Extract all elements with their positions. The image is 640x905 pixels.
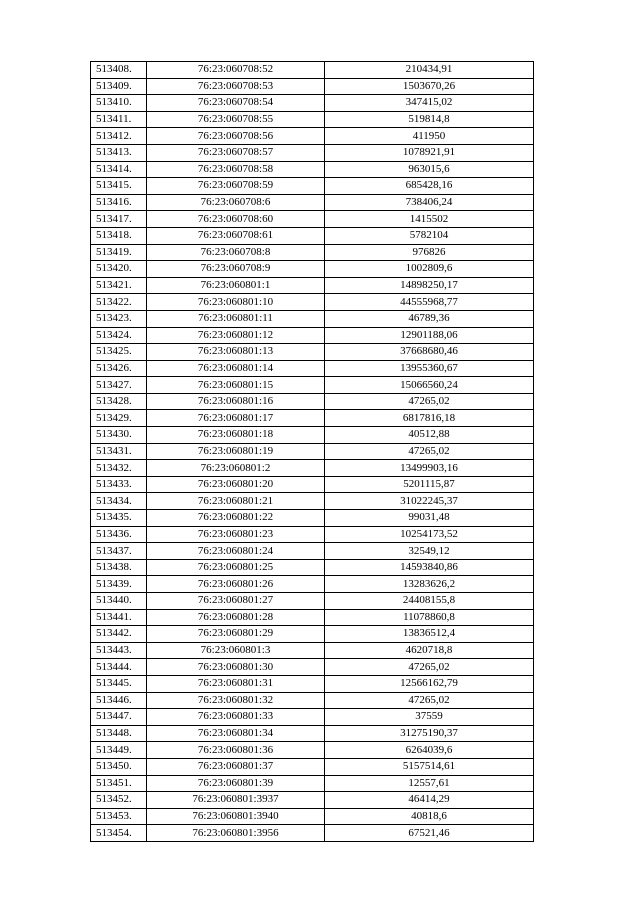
- row-number-cell: 513447.: [91, 709, 147, 726]
- row-number-cell: 513418.: [91, 227, 147, 244]
- cadastral-value-cell: 11078860,8: [325, 609, 534, 626]
- cadastral-number-cell: 76:23:060708:61: [147, 227, 325, 244]
- row-number-cell: 513423.: [91, 310, 147, 327]
- cadastral-number-cell: 76:23:060801:21: [147, 493, 325, 510]
- cadastral-number-cell: 76:23:060801:25: [147, 559, 325, 576]
- cadastral-number-cell: 76:23:060801:28: [147, 609, 325, 626]
- cadastral-number-cell: 76:23:060801:19: [147, 443, 325, 460]
- cadastral-value-cell: 40818,6: [325, 808, 534, 825]
- cadastral-number-cell: 76:23:060801:18: [147, 427, 325, 444]
- cadastral-number-cell: 76:23:060801:1: [147, 277, 325, 294]
- row-number-cell: 513431.: [91, 443, 147, 460]
- cadastral-number-cell: 76:23:060708:55: [147, 111, 325, 128]
- cadastral-number-cell: 76:23:060801:16: [147, 393, 325, 410]
- cadastral-value-cell: 976826: [325, 244, 534, 261]
- row-number-cell: 513437.: [91, 543, 147, 560]
- table-row: [91, 95, 534, 112]
- row-number-cell: 513427.: [91, 377, 147, 394]
- cadastral-value-cell: 24408155,8: [325, 593, 534, 610]
- cadastral-number-cell: 76:23:060708:60: [147, 211, 325, 228]
- cadastral-value-cell: 5157514,61: [325, 758, 534, 775]
- cadastral-number-cell: 76:23:060801:34: [147, 725, 325, 742]
- cadastral-number-cell: 76:23:060801:36: [147, 742, 325, 759]
- row-number-cell: 513438.: [91, 559, 147, 576]
- cadastral-number-cell: 76:23:060801:10: [147, 294, 325, 311]
- cadastral-value-cell: 13283626,2: [325, 576, 534, 593]
- row-number-cell: 513436.: [91, 526, 147, 543]
- table-row: [91, 161, 534, 178]
- cadastral-number-cell: 76:23:060801:22: [147, 510, 325, 527]
- table-row: [91, 609, 534, 626]
- cadastral-value-cell: 13499903,16: [325, 460, 534, 477]
- cadastral-value-cell: 12566162,79: [325, 675, 534, 692]
- cadastral-number-cell: 76:23:060801:26: [147, 576, 325, 593]
- cadastral-number-cell: 76:23:060801:30: [147, 659, 325, 676]
- table-body: [91, 62, 534, 842]
- cadastral-number-cell: 76:23:060801:3940: [147, 808, 325, 825]
- table-row: [91, 78, 534, 95]
- table-row: [91, 427, 534, 444]
- row-number-cell: 513410.: [91, 95, 147, 112]
- cadastral-number-cell: 76:23:060801:11: [147, 310, 325, 327]
- cadastral-value-cell: 37668680,46: [325, 344, 534, 361]
- table-row: [91, 277, 534, 294]
- cadastral-value-cell: 13955360,67: [325, 360, 534, 377]
- cadastral-number-cell: 76:23:060708:8: [147, 244, 325, 261]
- cadastral-number-cell: 76:23:060708:54: [147, 95, 325, 112]
- table-row: [91, 543, 534, 560]
- row-number-cell: 513421.: [91, 277, 147, 294]
- cadastral-value-cell: 1078921,91: [325, 144, 534, 161]
- table-row: [91, 659, 534, 676]
- cadastral-value-cell: 46789,36: [325, 310, 534, 327]
- cadastral-value-cell: 1415502: [325, 211, 534, 228]
- table-row: [91, 675, 534, 692]
- row-number-cell: 513450.: [91, 758, 147, 775]
- cadastral-number-cell: 76:23:060801:14: [147, 360, 325, 377]
- table-row: [91, 526, 534, 543]
- table-row: [91, 460, 534, 477]
- cadastral-number-cell: 76:23:060801:39: [147, 775, 325, 792]
- cadastral-value-cell: 5201115,87: [325, 476, 534, 493]
- cadastral-number-cell: 76:23:060801:32: [147, 692, 325, 709]
- cadastral-value-cell: 47265,02: [325, 659, 534, 676]
- cadastral-number-cell: 76:23:060801:33: [147, 709, 325, 726]
- cadastral-number-cell: 76:23:060801:3: [147, 642, 325, 659]
- cadastral-value-cell: 46414,29: [325, 792, 534, 809]
- row-number-cell: 513441.: [91, 609, 147, 626]
- cadastral-number-cell: 76:23:060801:2: [147, 460, 325, 477]
- cadastral-value-cell: 963015,6: [325, 161, 534, 178]
- table-row: [91, 626, 534, 643]
- table-row: [91, 227, 534, 244]
- cadastral-value-cell: 99031,48: [325, 510, 534, 527]
- row-number-cell: 513434.: [91, 493, 147, 510]
- table-row: [91, 360, 534, 377]
- cadastral-value-cell: 14593840,86: [325, 559, 534, 576]
- table-row: [91, 692, 534, 709]
- row-number-cell: 513422.: [91, 294, 147, 311]
- row-number-cell: 513440.: [91, 593, 147, 610]
- cadastral-value-cell: 47265,02: [325, 393, 534, 410]
- table-row: [91, 211, 534, 228]
- table-row: [91, 410, 534, 427]
- table-row: [91, 792, 534, 809]
- row-number-cell: 513429.: [91, 410, 147, 427]
- row-number-cell: 513420.: [91, 261, 147, 278]
- cadastral-number-cell: 76:23:060801:13: [147, 344, 325, 361]
- table-row: [91, 261, 534, 278]
- cadastral-number-cell: 76:23:060708:58: [147, 161, 325, 178]
- cadastral-value-cell: 13836512,4: [325, 626, 534, 643]
- table-row: [91, 344, 534, 361]
- table-row: [91, 758, 534, 775]
- cadastral-value-cell: 47265,02: [325, 443, 534, 460]
- cadastral-number-cell: 76:23:060801:29: [147, 626, 325, 643]
- table-row: [91, 128, 534, 145]
- row-number-cell: 513428.: [91, 393, 147, 410]
- cadastral-number-cell: 76:23:060801:24: [147, 543, 325, 560]
- cadastral-value-cell: 47265,02: [325, 692, 534, 709]
- table-row: [91, 559, 534, 576]
- row-number-cell: 513451.: [91, 775, 147, 792]
- cadastral-value-cell: 6817816,18: [325, 410, 534, 427]
- row-number-cell: 513435.: [91, 510, 147, 527]
- row-number-cell: 513413.: [91, 144, 147, 161]
- table-row: [91, 725, 534, 742]
- row-number-cell: 513449.: [91, 742, 147, 759]
- cadastral-value-table: [90, 61, 534, 842]
- cadastral-number-cell: 76:23:060708:59: [147, 178, 325, 195]
- table-row: [91, 244, 534, 261]
- cadastral-number-cell: 76:23:060801:20: [147, 476, 325, 493]
- cadastral-number-cell: 76:23:060708:52: [147, 62, 325, 79]
- row-number-cell: 513432.: [91, 460, 147, 477]
- cadastral-value-cell: 31022245,37: [325, 493, 534, 510]
- row-number-cell: 513444.: [91, 659, 147, 676]
- cadastral-value-cell: 519814,8: [325, 111, 534, 128]
- table-row: [91, 393, 534, 410]
- row-number-cell: 513430.: [91, 427, 147, 444]
- cadastral-value-cell: 37559: [325, 709, 534, 726]
- cadastral-number-cell: 76:23:060708:57: [147, 144, 325, 161]
- cadastral-value-cell: 5782104: [325, 227, 534, 244]
- row-number-cell: 513424.: [91, 327, 147, 344]
- cadastral-number-cell: 76:23:060708:9: [147, 261, 325, 278]
- table-row: [91, 825, 534, 842]
- cadastral-number-cell: 76:23:060801:37: [147, 758, 325, 775]
- row-number-cell: 513439.: [91, 576, 147, 593]
- cadastral-number-cell: 76:23:060801:17: [147, 410, 325, 427]
- table-row: [91, 775, 534, 792]
- cadastral-number-cell: 76:23:060801:3956: [147, 825, 325, 842]
- cadastral-value-cell: 15066560,24: [325, 377, 534, 394]
- row-number-cell: 513416.: [91, 194, 147, 211]
- row-number-cell: 513419.: [91, 244, 147, 261]
- cadastral-number-cell: 76:23:060801:15: [147, 377, 325, 394]
- row-number-cell: 513408.: [91, 62, 147, 79]
- table-row: [91, 178, 534, 195]
- row-number-cell: 513412.: [91, 128, 147, 145]
- cadastral-number-cell: 76:23:060801:3937: [147, 792, 325, 809]
- table-row: [91, 476, 534, 493]
- row-number-cell: 513415.: [91, 178, 147, 195]
- row-number-cell: 513442.: [91, 626, 147, 643]
- table-row: [91, 510, 534, 527]
- table-row: [91, 808, 534, 825]
- cadastral-number-cell: 76:23:060801:12: [147, 327, 325, 344]
- cadastral-value-cell: 12901188,06: [325, 327, 534, 344]
- cadastral-value-cell: 1503670,26: [325, 78, 534, 95]
- row-number-cell: 513433.: [91, 476, 147, 493]
- table-row: [91, 593, 534, 610]
- cadastral-value-cell: 738406,24: [325, 194, 534, 211]
- cadastral-value-cell: 411950: [325, 128, 534, 145]
- table-row: [91, 742, 534, 759]
- cadastral-value-cell: 44555968,77: [325, 294, 534, 311]
- cadastral-value-cell: 31275190,37: [325, 725, 534, 742]
- cadastral-value-cell: 4620718,8: [325, 642, 534, 659]
- cadastral-number-cell: 76:23:060801:27: [147, 593, 325, 610]
- row-number-cell: 513425.: [91, 344, 147, 361]
- row-number-cell: 513446.: [91, 692, 147, 709]
- row-number-cell: 513426.: [91, 360, 147, 377]
- row-number-cell: 513452.: [91, 792, 147, 809]
- cadastral-number-cell: 76:23:060708:6: [147, 194, 325, 211]
- cadastral-value-cell: 32549,12: [325, 543, 534, 560]
- row-number-cell: 513411.: [91, 111, 147, 128]
- table-row: [91, 111, 534, 128]
- cadastral-value-cell: 210434,91: [325, 62, 534, 79]
- table-row: [91, 377, 534, 394]
- cadastral-value-cell: 6264039,6: [325, 742, 534, 759]
- cadastral-number-cell: 76:23:060708:53: [147, 78, 325, 95]
- table-row: [91, 194, 534, 211]
- cadastral-value-cell: 67521,46: [325, 825, 534, 842]
- cadastral-value-cell: 40512,88: [325, 427, 534, 444]
- table-row: [91, 709, 534, 726]
- cadastral-value-cell: 347415,02: [325, 95, 534, 112]
- cadastral-number-cell: 76:23:060801:23: [147, 526, 325, 543]
- table-row: [91, 144, 534, 161]
- table-row: [91, 443, 534, 460]
- cadastral-value-cell: 14898250,17: [325, 277, 534, 294]
- row-number-cell: 513414.: [91, 161, 147, 178]
- table-row: [91, 294, 534, 311]
- cadastral-value-cell: 10254173,52: [325, 526, 534, 543]
- table-row: [91, 493, 534, 510]
- cadastral-value-cell: 12557,61: [325, 775, 534, 792]
- cadastral-value-cell: 1002809,6: [325, 261, 534, 278]
- table-row: [91, 327, 534, 344]
- row-number-cell: 513409.: [91, 78, 147, 95]
- cadastral-number-cell: 76:23:060801:31: [147, 675, 325, 692]
- row-number-cell: 513454.: [91, 825, 147, 842]
- table-row: [91, 642, 534, 659]
- row-number-cell: 513448.: [91, 725, 147, 742]
- table-row: [91, 310, 534, 327]
- row-number-cell: 513417.: [91, 211, 147, 228]
- cadastral-number-cell: 76:23:060708:56: [147, 128, 325, 145]
- row-number-cell: 513453.: [91, 808, 147, 825]
- row-number-cell: 513445.: [91, 675, 147, 692]
- row-number-cell: 513443.: [91, 642, 147, 659]
- table-row: [91, 62, 534, 79]
- cadastral-value-cell: 685428,16: [325, 178, 534, 195]
- table-row: [91, 576, 534, 593]
